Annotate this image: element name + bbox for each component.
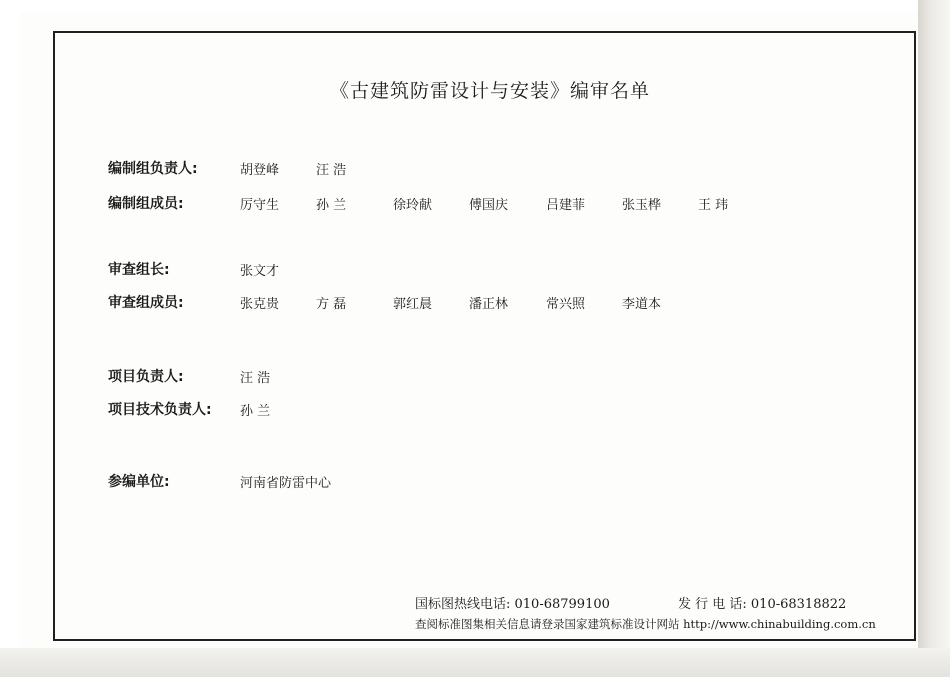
issue-phone-text: 发 行 电 话: 010-68318822 [678,597,847,612]
compile-lead-name: 胡登峰 [240,163,280,178]
scan-shadow-right [918,0,950,677]
tech-lead-label: 项目技术负责人: [108,402,212,418]
tech-lead-name: 孙 兰 [240,404,271,419]
compile-member-name: 孙 兰 [316,198,347,213]
compile-members-label: 编制组成员: [108,196,184,212]
compile-member-name: 吕建菲 [546,198,586,213]
review-members-label: 审查组成员: [108,295,184,311]
review-member-name: 李道本 [622,297,662,312]
review-member-name: 潘正林 [469,297,509,312]
compile-member-name: 王 玮 [698,198,729,213]
website-text: 查阅标准图集相关信息请登录国家建筑标准设计网站 http://www.chinabuilding.com.cn [415,617,876,631]
review-lead-name: 张文才 [240,264,280,279]
review-member-name: 郭红晨 [393,297,433,312]
scan-shadow-bottom [0,648,950,677]
participant-label: 参编单位: [108,474,170,490]
participant-name: 河南省防雷中心 [240,476,332,491]
review-member-name: 常兴照 [546,297,586,312]
compile-member-name: 傅国庆 [469,198,509,213]
compile-lead-label: 编制组负责人: [108,161,198,177]
compile-member-name: 张玉桦 [622,198,662,213]
compile-member-name: 徐玲献 [393,198,433,213]
project-lead-name: 汪 浩 [240,371,271,386]
project-lead-label: 项目负责人: [108,369,184,385]
page-border-frame [53,31,916,641]
compile-member-name: 厉守生 [240,198,280,213]
hotline-text: 国标图热线电话: 010-68799100 [415,597,610,612]
review-member-name: 张克贵 [240,297,280,312]
review-member-name: 方 磊 [316,297,347,312]
compile-lead-name: 汪 浩 [316,163,347,178]
review-lead-label: 审查组长: [108,262,170,278]
document-title: 《古建筑防雷设计与安装》编审名单 [329,80,650,102]
